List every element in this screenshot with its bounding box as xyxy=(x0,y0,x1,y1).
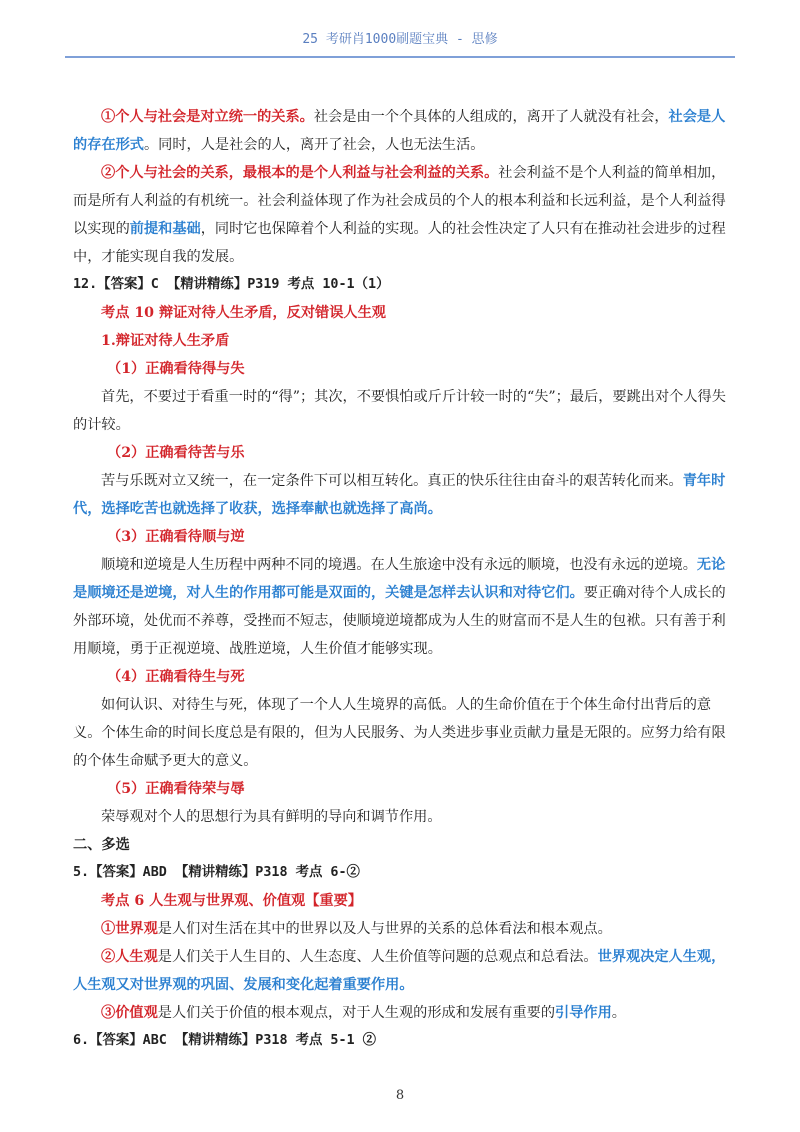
text: ，同时它也保障着个人利益的实现。人的社会性决定了人只有在推动社会进步的过程中，才能实现自我的发展。 xyxy=(73,221,726,265)
blue-highlight: 青年时代，选择吃苦也就选择了收获，选择奉献也就选择了高尚。 xyxy=(73,473,726,517)
paragraph-interest-relation xyxy=(73,159,729,271)
text: 社会是由一个个具体的人组成的，离开了人就没有社会， xyxy=(313,109,669,125)
blue-highlight: 世界观决定人生观，人生观又对世界观的巩固、发展和变化起着重要作用。 xyxy=(73,949,726,993)
blue-highlight: 前提和基础 xyxy=(129,221,201,237)
item-5-body: 荣辱观对个人的思想行为具有鲜明的导向和调节作用。 xyxy=(101,809,442,825)
red-highlight: ①世界观 xyxy=(101,921,158,937)
answer-6: 6.【答案】ABC 【精讲精练】P318 考点 5-1 ② xyxy=(73,1033,377,1048)
values-item xyxy=(73,999,729,1027)
text: 是人们关于价值的根本观点，对于人生观的形成和发展有重要的 xyxy=(157,1005,556,1021)
blue-highlight: 引导作用 xyxy=(555,1005,612,1021)
kaodian-10-title: 考点 10 辩证对待人生矛盾，反对错误人生观 xyxy=(101,305,386,321)
kaodian-6-title: 考点 6 人生观与世界观、价值观【重要】 xyxy=(101,893,362,909)
item-1-title: （1）正确看待得与失 xyxy=(107,361,245,377)
answer-12: 12.【答案】C 【精讲精练】P319 考点 10-1（1） xyxy=(73,277,390,292)
header-divider xyxy=(65,56,735,58)
item-2-title: （2）正确看待苦与乐 xyxy=(107,445,245,461)
item-3-title: （3）正确看待顺与逆 xyxy=(107,529,245,545)
red-highlight: ③价值观 xyxy=(101,1005,158,1021)
blue-highlight: 社会是人的存在形式 xyxy=(73,109,726,153)
page-header: 25 考研肖1000刷题宝典 - 思修 xyxy=(302,32,498,47)
paragraph-individual-society xyxy=(73,103,729,159)
text: 要正确对待个人成长的外部环境，处优而不养尊，受挫而不短志，使顺境逆境都成为人生的财富而不是人生的包袱。只有善于利用顺境，勇于正视逆境、战胜逆境，人生价值才能够实现。 xyxy=(73,585,726,657)
page-number: 8 xyxy=(395,1088,405,1103)
answer-5: 5.【答案】ABD 【精讲精练】P318 考点 6-② xyxy=(73,865,360,880)
item-1-body: 首先，不要过于看重一时的“得”；其次，不要惧怕或斤斤计较一时的“失”；最后，要跳出对个人得失的计较。 xyxy=(73,389,726,433)
text: 顺境和逆境是人生历程中两种不同的境遇。在人生旅途中没有永远的顺境，也没有永远的逆境。 xyxy=(101,557,697,573)
worldview-item xyxy=(73,915,729,943)
item-4-title: （4）正确看待生与死 xyxy=(107,669,245,685)
blue-highlight: 无论是顺境还是逆境，对人生的作用都可能是双面的，关键是怎样去认识和对待它们。 xyxy=(73,557,726,601)
outlook-on-life-item xyxy=(73,943,729,999)
item-3-body xyxy=(73,551,729,663)
text: 。同时，人是社会的人，离开了社会，人也无法生活。 xyxy=(143,137,485,153)
red-highlight: ②人生观 xyxy=(101,949,158,965)
red-highlight: ②个人与社会的关系，最根本的是个人利益与社会利益的关系。 xyxy=(101,165,499,181)
red-highlight: ①个人与社会是对立统一的关系。 xyxy=(101,109,314,125)
section-multiple-choice: 二、多选 xyxy=(73,837,130,853)
text: 是人们对生活在其中的世界以及人与世界的关系的总体看法和根本观点。 xyxy=(157,921,612,937)
text: 是人们关于人生目的、人生态度、人生价值等问题的总观点和总看法。 xyxy=(157,949,598,965)
item-5-title: （5）正确看待荣与辱 xyxy=(107,781,245,797)
page-content xyxy=(73,103,729,1055)
text: 苦与乐既对立又统一，在一定条件下可以相互转化。真正的快乐往往由奋斗的艰苦转化而来。 xyxy=(101,473,683,489)
text: 。 xyxy=(611,1005,626,1021)
text: 社会利益不是个人利益的简单相加，而是所有人利益的有机统一。社会利益体现了作为社会成员的个人的根本利益和长远利益，是个人利益得以实现的 xyxy=(73,165,726,237)
item-4-body: 如何认识、对待生与死，体现了一个人人生境界的高低。人的生命价值在于个体生命付出背后的意义。个体生命的时间长度总是有限的，但为人民服务、为人类进步事业贡献力量是无限的。应努力给有限的个体生命赋予更大的意义。 xyxy=(73,697,726,769)
item-2-body xyxy=(73,467,729,523)
subsection-1-title: 1.辩证对待人生矛盾 xyxy=(101,333,230,349)
